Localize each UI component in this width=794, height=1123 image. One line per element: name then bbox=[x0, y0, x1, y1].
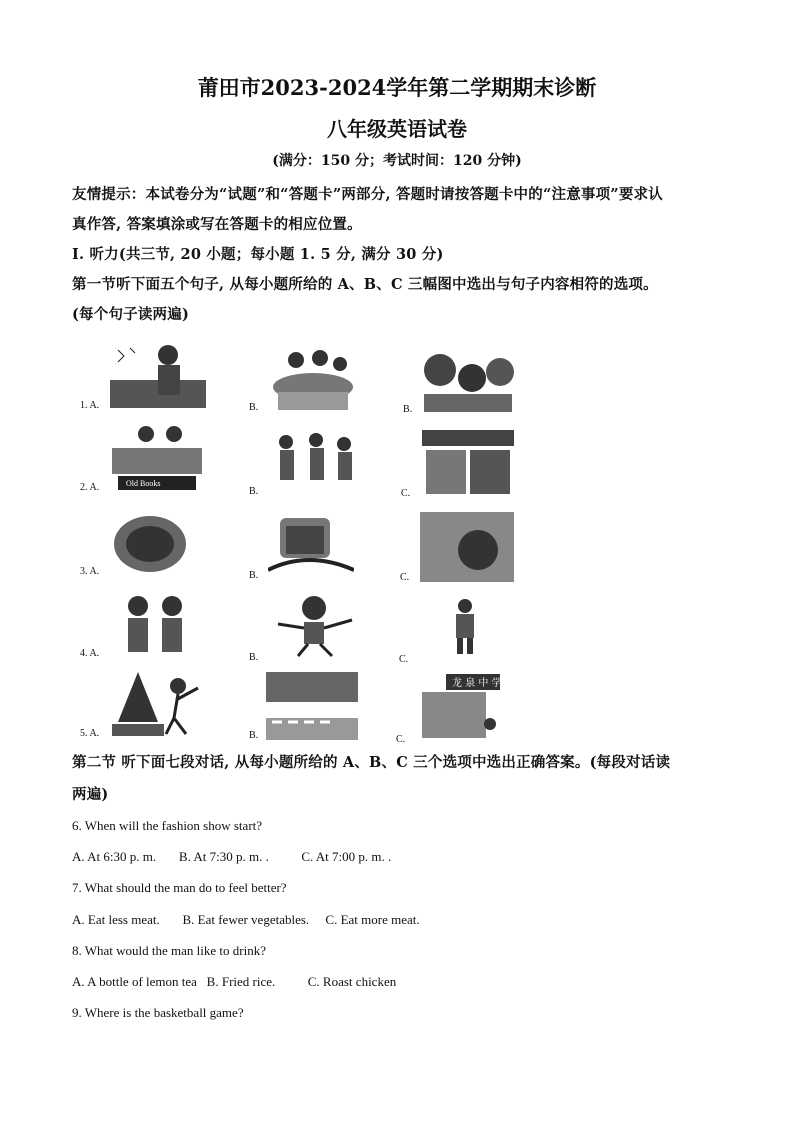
part1-instruction-2: (每个句子读两遍) bbox=[72, 306, 190, 323]
row3-label-b: B. bbox=[249, 570, 259, 581]
question-6: 6. When will the fashion show start? bbox=[72, 818, 263, 833]
part2-instruction-1: 第二节 听下面七段对话, 从每小题所给的 A、B、C 三个选项中选出正确答案。(每段对话读 bbox=[72, 754, 671, 771]
question-8: 8. What would the man like to drink? bbox=[72, 943, 266, 958]
row4-label-c: C. bbox=[399, 654, 409, 665]
old-books-sign: Old Books bbox=[126, 479, 161, 488]
row5-label-a: 5. A. bbox=[80, 728, 100, 739]
picture-1b bbox=[268, 342, 358, 412]
row4-label-b: B. bbox=[249, 652, 259, 663]
question-7-options: A. Eat less meat. B. Eat fewer vegetables. C. Eat more meat. bbox=[72, 912, 420, 927]
picture-4c bbox=[448, 598, 482, 654]
picture-2c bbox=[420, 428, 516, 498]
row1-label-a: 1. A. bbox=[80, 400, 100, 411]
question-7: 7. What should the man do to feel better? bbox=[72, 880, 287, 895]
picture-1c bbox=[420, 342, 516, 414]
row4-label-a: 4. A. bbox=[80, 648, 100, 659]
part2-instruction-2: 两遍) bbox=[72, 786, 109, 803]
picture-3c bbox=[420, 512, 514, 582]
section-heading: I. 听力(共三节, 20 小题；每小题 1. 5 分, 满分 30 分) bbox=[72, 246, 444, 263]
row2-label-a: 2. A. bbox=[80, 482, 100, 493]
picture-5b bbox=[266, 672, 358, 740]
question-8-options: A. A bottle of lemon tea B. Fried rice. C. Roast chicken bbox=[72, 974, 397, 989]
picture-2a bbox=[108, 424, 206, 492]
picture-2b bbox=[268, 428, 358, 494]
row1-label-b: B. bbox=[249, 402, 259, 413]
question-9: 9. Where is the basketball game? bbox=[72, 1005, 244, 1020]
row2-label-b: B. bbox=[249, 486, 259, 497]
picture-5c bbox=[416, 672, 502, 744]
question-6-options: A. At 6:30 p. m. B. At 7:30 p. m. . C. At 7:00 p. m. . bbox=[72, 849, 392, 864]
row3-label-a: 3. A. bbox=[80, 566, 100, 577]
exam-info: (满分：150 分；考试时间：120 分钟) bbox=[272, 153, 522, 169]
row2-label-c: C. bbox=[401, 488, 411, 499]
picture-4a bbox=[118, 594, 194, 656]
picture-4b bbox=[268, 594, 358, 658]
picture-5a bbox=[108, 668, 206, 738]
row1-label-c: B. bbox=[403, 404, 413, 415]
part1-instruction-1: 第一节听下面五个句子, 从每小题所给的 A、B、C 三幅图中选出与句子内容相符的选项。 bbox=[72, 276, 658, 293]
exam-subtitle: 八年级英语试卷 bbox=[327, 117, 467, 141]
school-sign: 龙 泉 中 学 bbox=[452, 678, 502, 689]
tips-line-2: 真作答, 答案填涂或写在答题卡的相应位置。 bbox=[72, 216, 362, 233]
exam-title: 莆田市2023-2024学年第二学期期末诊断 bbox=[197, 75, 597, 100]
row5-label-c: C. bbox=[396, 734, 406, 745]
row5-label-b: B. bbox=[249, 730, 259, 741]
picture-3b bbox=[268, 510, 354, 576]
row3-label-c: C. bbox=[400, 572, 410, 583]
picture-3a bbox=[108, 506, 192, 576]
picture-1a bbox=[108, 340, 208, 410]
tips-line-1: 友情提示：本试卷分为“试题”和“答题卡”两部分, 答题时请按答题卡中的“注意事项”要求认 bbox=[72, 186, 663, 203]
